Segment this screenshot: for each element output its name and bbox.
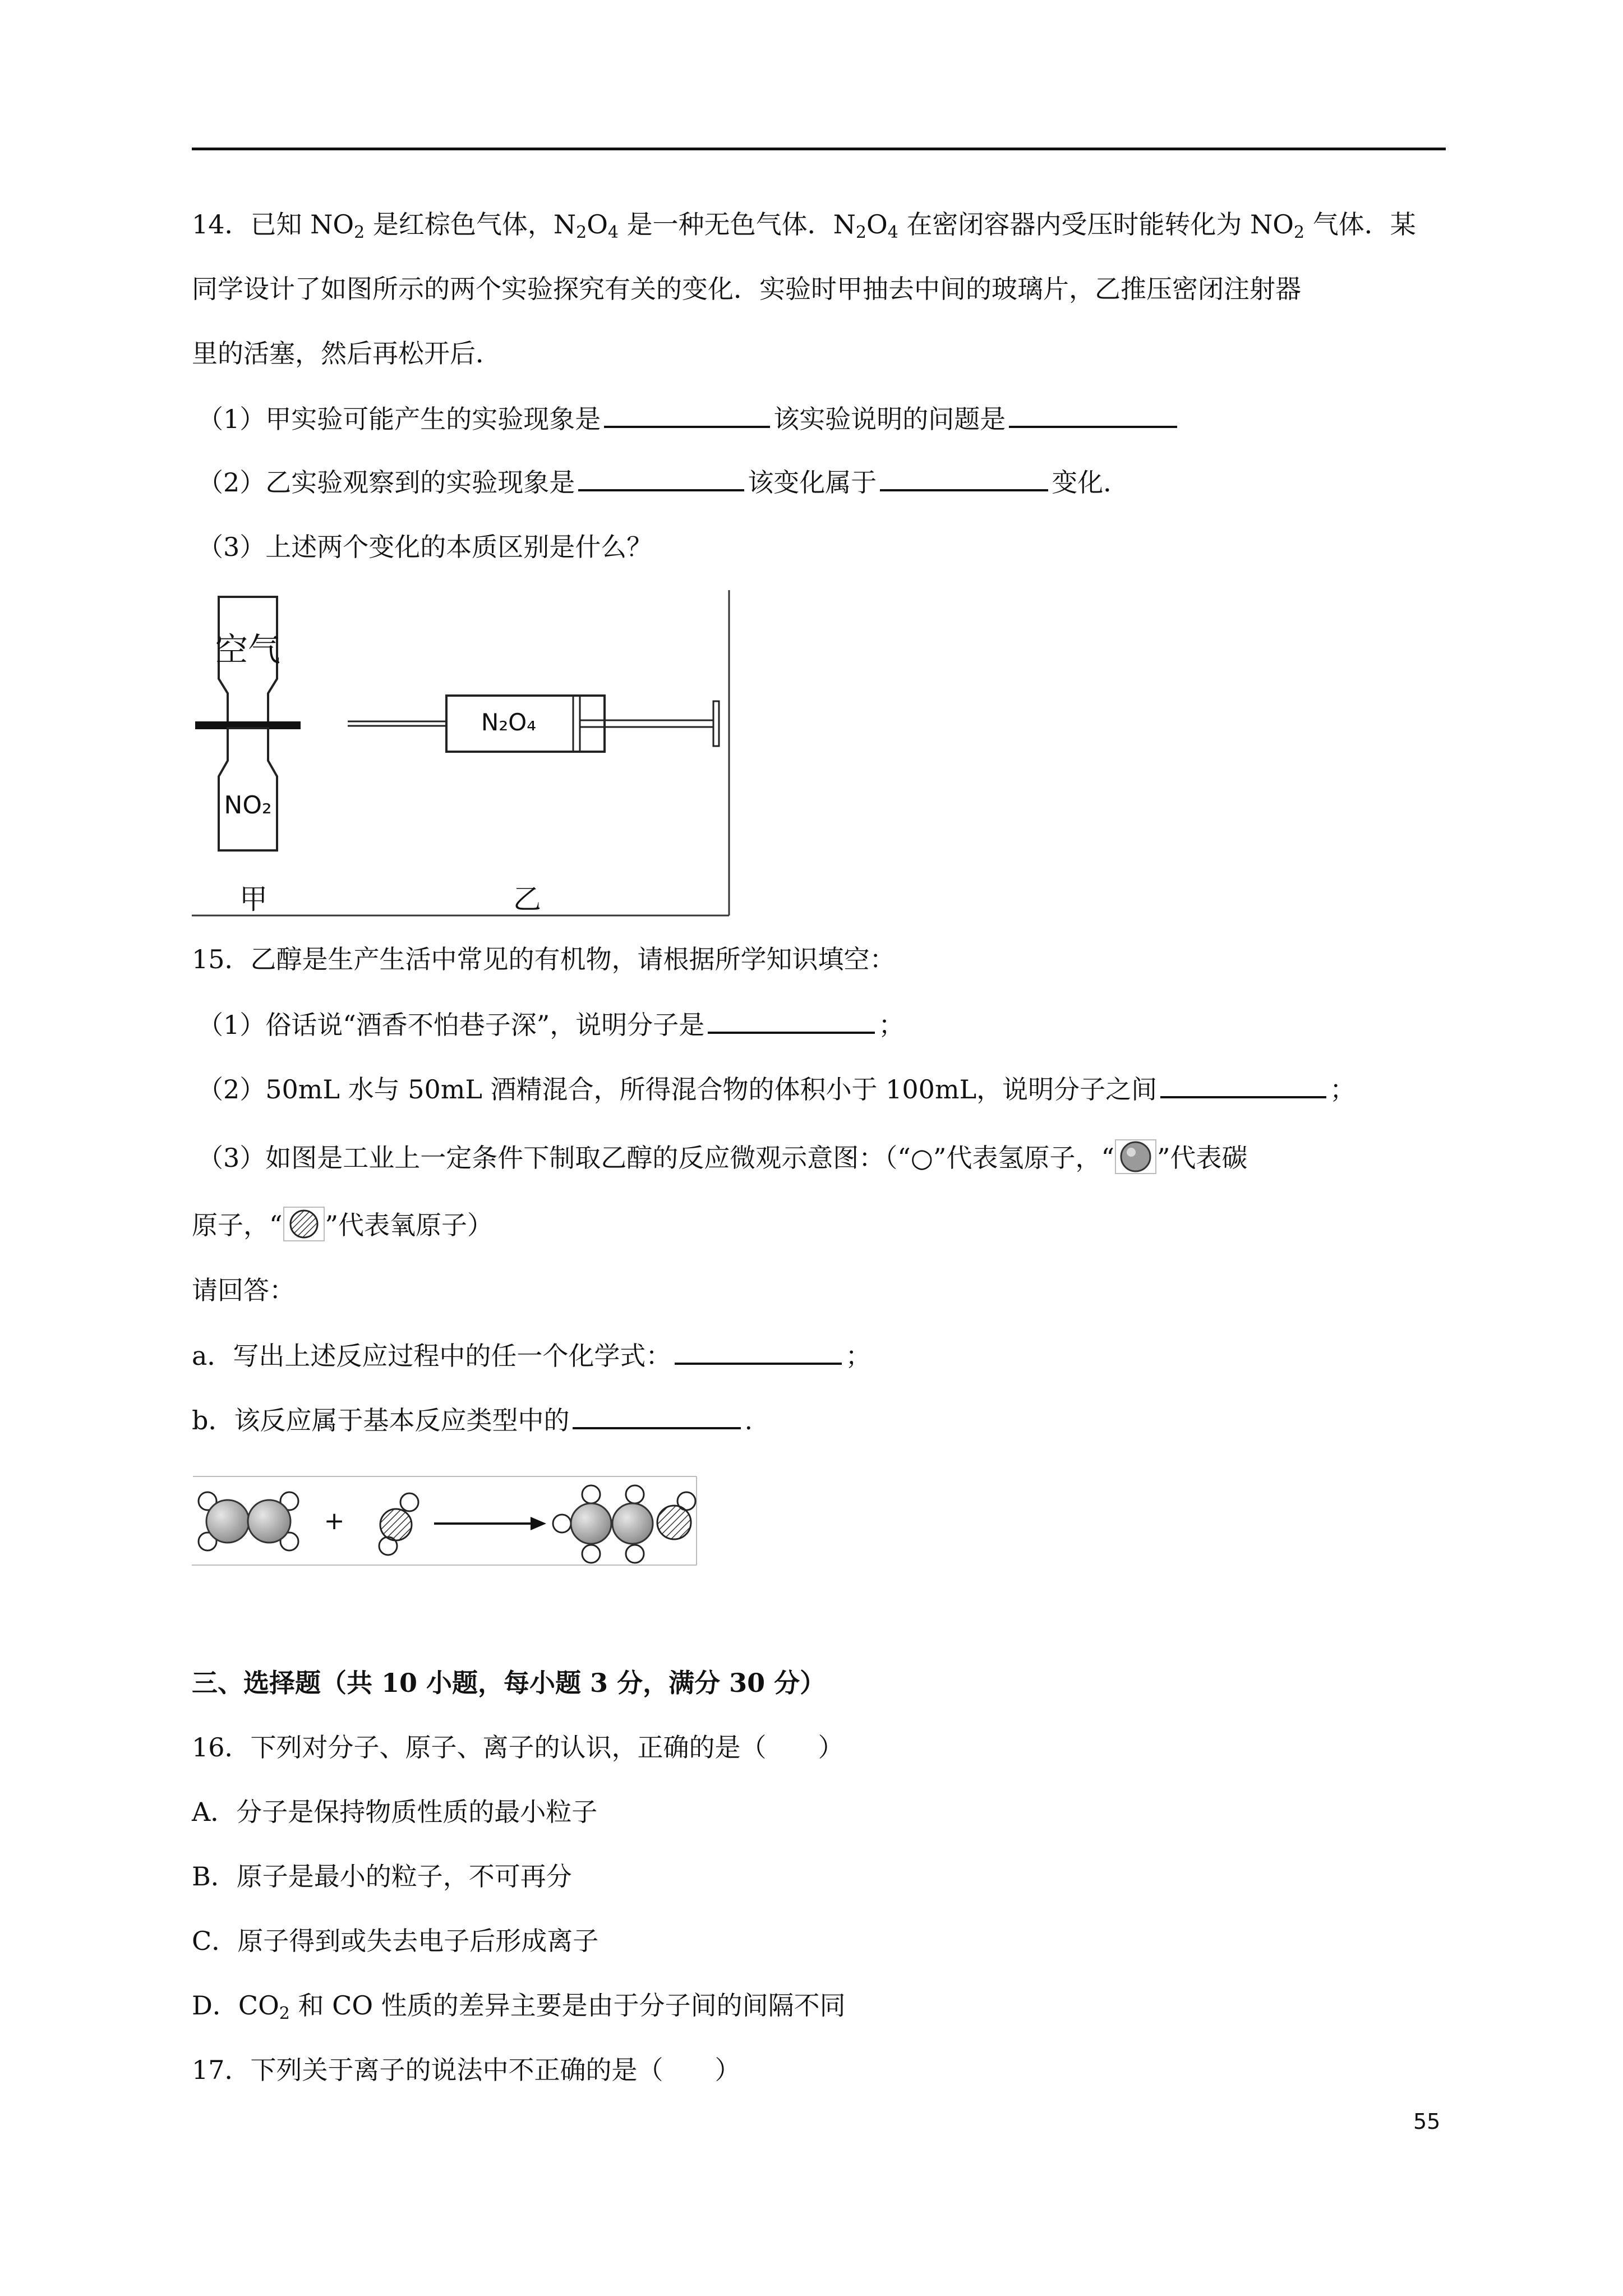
q15-part-3: （3）如图是工业上一定条件下制取乙醇的反应微观示意图：（“○”代表氢原子，“ ”代表碳 — [197, 1139, 1248, 1175]
q15-a: a．写出上述反应过程中的任一个化学式： ； — [192, 1338, 871, 1373]
answer-blank[interactable] — [573, 1402, 741, 1429]
no2-bottle — [219, 728, 277, 850]
q15-line-1: 15．乙醇是生产生活中常见的有机物，请根据所学知识填空： — [192, 944, 896, 974]
no2-label: NO₂ — [224, 791, 272, 820]
ethanol-molecule — [553, 1485, 695, 1563]
syringe-label: N₂O₄ — [481, 708, 537, 736]
answer-blank[interactable] — [1160, 1071, 1326, 1098]
page-number: 55 — [1413, 2109, 1441, 2134]
answer-intro: 请回答： — [192, 1275, 295, 1305]
q14-line-2: 同学设计了如图所示的两个实验探究有关的变化．实验时甲抽去中间的玻璃片，乙推压密闭注射器 — [192, 274, 1301, 304]
label-yi: 乙 — [513, 883, 541, 915]
answer-blank[interactable] — [880, 464, 1048, 491]
q14-line-3: 里的活塞，然后再松开后． — [192, 338, 501, 369]
q16-option-d[interactable]: D．$CO_2$ 和 CO 性质的差异主要是由于分子间的间隔不同 — [192, 1990, 846, 2023]
answer-blank[interactable] — [604, 401, 770, 428]
answer-blank[interactable] — [1009, 401, 1177, 428]
reaction-diagram — [192, 1475, 702, 1571]
plus-sign: + — [324, 1507, 345, 1535]
q14-line-1: 14．已知 $NO_2$ 是红棕色气体，$N_2O_4$ 是一种无色气体．$N_2O_4$ 在密闭容器内受压时能转化为 $NO_2$ 气体．某 — [192, 209, 1416, 242]
answer-blank[interactable] — [578, 464, 744, 491]
answer-blank[interactable] — [708, 1007, 875, 1034]
water-molecule — [379, 1493, 418, 1555]
q16-option-c[interactable]: C．原子得到或失去电子后形成离子 — [192, 1926, 599, 1956]
q15-b: b．该反应属于基本反应类型中的 . — [192, 1402, 753, 1437]
q15-part-2: （2）50mL 水与 50mL 酒精混合，所得混合物的体积小于 100mL，说明分子之间 ； — [197, 1071, 1355, 1106]
ethylene-molecule — [199, 1492, 298, 1550]
q14-part-3: （3）上述两个变化的本质区别是什么？ — [197, 532, 653, 562]
carbon-atom-icon — [1114, 1139, 1157, 1175]
arrow-icon — [434, 1517, 546, 1530]
q16-option-b[interactable]: B．原子是最小的粒子，不可再分 — [192, 1861, 572, 1892]
oxygen-atom-icon — [283, 1206, 325, 1242]
answer-blank[interactable] — [675, 1338, 842, 1365]
header-rule — [192, 148, 1446, 150]
q14-part-1: （1）甲实验可能产生的实验现象是 该实验说明的问题是 — [197, 401, 1181, 436]
q16-option-a[interactable]: A．分子是保持物质性质的最小粒子 — [192, 1797, 598, 1827]
q17-stem: 17．下列关于离子的说法中不正确的是（ ） — [192, 2055, 741, 2085]
air-label: 空气 — [215, 631, 281, 669]
label-jia: 甲 — [239, 883, 268, 915]
q14-part-2: （2）乙实验观察到的实验现象是 该变化属于 变化． — [197, 464, 1129, 499]
apparatus-figure — [192, 589, 730, 920]
q15-part-1: （1）俗话说“酒香不怕巷子深”，说明分子是 ； — [197, 1007, 904, 1042]
q16-stem: 16．下列对分子、原子、离子的认识，正确的是（ ） — [192, 1732, 844, 1763]
q15-part-3-cont: 原子，“ ”代表氧原子） — [192, 1206, 493, 1242]
section-3-heading: 三、选择题（共 10 小题，每小题 3 分，满分 30 分） — [192, 1668, 826, 1698]
